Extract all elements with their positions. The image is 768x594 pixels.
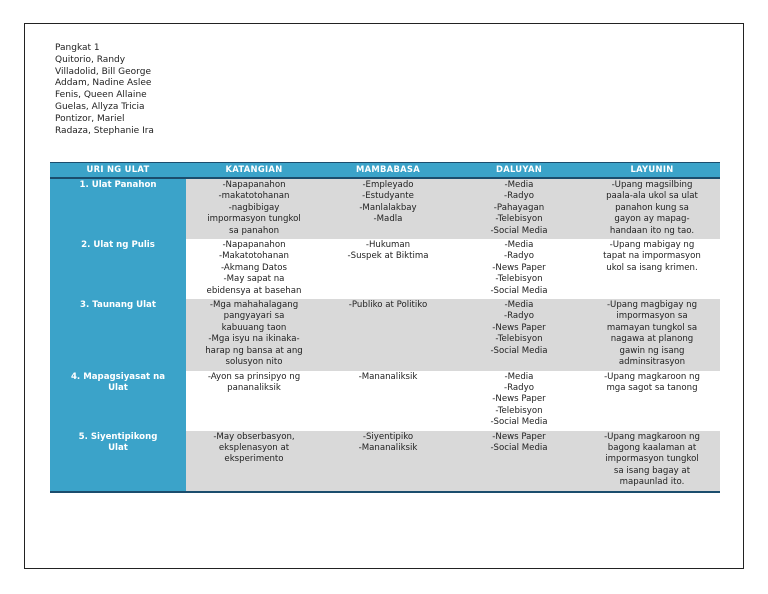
cell-mambabasa — [322, 178, 454, 239]
cell-line: -Mga isyu na ikinaka- — [208, 334, 300, 345]
cell-daluyan — [454, 431, 584, 492]
table-row — [50, 431, 720, 492]
cell-line: -Social Media — [490, 285, 548, 296]
cell-line: gayon ay mapag- — [614, 214, 690, 225]
group-members — [55, 43, 154, 137]
cell-line: eksperimento — [224, 454, 284, 465]
cell-line: -Ayon sa prinsipyo ng — [207, 371, 301, 382]
cell-line: eksplenasyon at — [218, 442, 290, 453]
cell-line: solusyon nito — [225, 357, 283, 368]
cell-line: -Upang mabigay ng — [609, 240, 695, 251]
cell-type — [50, 178, 186, 239]
cell-line: tapat na impormasyon — [603, 251, 701, 262]
cell-line: -Radyo — [504, 251, 534, 262]
cell-line: -Media — [504, 300, 534, 311]
cell-line: -Siyentipiko — [362, 431, 414, 442]
member-name: Radaza, Stephanie Ira — [55, 125, 154, 136]
document-page — [24, 23, 744, 569]
table-row — [50, 299, 720, 370]
cell-line: 1. Ulat Panahon — [79, 180, 157, 190]
cell-line: -nagbibigay — [228, 202, 280, 213]
cell-line: sa isang bagay at — [613, 465, 691, 476]
cell-line: -Madla — [373, 214, 403, 225]
cell-layunin — [584, 299, 720, 370]
cell-line: -Radyo — [504, 382, 534, 393]
cell-line: -Mga mahahalagang — [209, 300, 299, 311]
cell-line: -Hukuman — [365, 240, 411, 251]
cell-line: impormasyon tungkol — [207, 214, 301, 225]
table-row — [50, 371, 720, 431]
cell-line: mamayan tungkol sa — [606, 322, 698, 333]
member-name: Guelas, Allyza Tricia — [55, 101, 145, 112]
cell-line: -Telebisyon — [495, 334, 543, 345]
table-row — [50, 239, 720, 299]
cell-line: kabuuang taon — [221, 322, 287, 333]
cell-line: ukol sa isang krimen. — [606, 262, 698, 273]
member-name: Villadolid, Bill George — [55, 66, 151, 77]
cell-line: -Telebisyon — [495, 405, 543, 416]
cell-daluyan — [454, 178, 584, 239]
member-name: Pontizor, Mariel — [55, 113, 125, 124]
cell-type — [50, 299, 186, 370]
cell-katangian — [186, 371, 322, 431]
cell-line: harap ng bansa at ang — [205, 345, 303, 356]
header-uri: URI NG ULAT — [50, 163, 186, 179]
cell-line: -Upang magbigay ng — [606, 300, 698, 311]
cell-line: impormasyon sa — [616, 311, 688, 322]
cell-daluyan — [454, 239, 584, 299]
cell-katangian — [186, 299, 322, 370]
cell-line: -Mananaliksik — [358, 371, 418, 382]
cell-line: -Social Media — [490, 225, 548, 236]
cell-line: -Media — [504, 240, 534, 251]
cell-mambabasa — [322, 431, 454, 492]
cell-line: -Publiko at Politiko — [348, 300, 428, 311]
header-daluyan: DALUYAN — [454, 163, 584, 179]
table-row — [50, 178, 720, 239]
member-name: Quitorio, Randy — [55, 54, 126, 65]
cell-type — [50, 239, 186, 299]
group-title: Pangkat 1 — [55, 43, 100, 53]
header-katangian: KATANGIAN — [186, 163, 322, 179]
cell-line: -Social Media — [490, 442, 548, 453]
cell-line: -News Paper — [492, 262, 546, 273]
table-body — [50, 178, 720, 492]
cell-line: 5. Siyentipikong — [78, 431, 158, 442]
cell-line: -News Paper — [492, 394, 546, 405]
cell-layunin — [584, 239, 720, 299]
cell-line: handaan ito ng tao. — [609, 225, 695, 236]
cell-line: -Manlalakbay — [359, 202, 417, 213]
cell-line: -May obserbasyon, — [213, 431, 295, 442]
cell-line: Ulat — [108, 382, 128, 393]
cell-line: -Akmang Datos — [220, 262, 288, 273]
cell-type — [50, 371, 186, 431]
cell-line: -Telebisyon — [495, 274, 543, 285]
cell-layunin — [584, 371, 720, 431]
cell-line: -Social Media — [490, 417, 548, 428]
cell-line: adminsitrasyon — [618, 357, 686, 368]
cell-mambabasa — [322, 299, 454, 370]
cell-line: bagong kaalaman at — [607, 442, 697, 453]
cell-line: -Radyo — [504, 311, 534, 322]
cell-katangian — [186, 431, 322, 492]
cell-katangian — [186, 239, 322, 299]
cell-line: 3. Taunang Ulat — [80, 300, 156, 311]
header-layunin: LAYUNIN — [584, 163, 720, 179]
cell-line: -Upang magkaroon ng — [604, 431, 700, 442]
cell-line: -Napapanahon — [222, 240, 286, 251]
cell-line: pananaliksik — [227, 382, 281, 393]
cell-line: -Empleyado — [362, 180, 414, 190]
cell-type — [50, 431, 186, 492]
cell-daluyan — [454, 299, 584, 370]
cell-line: ebidensya at basehan — [206, 285, 302, 296]
cell-line: 2. Ulat ng Pulis — [81, 240, 155, 251]
cell-mambabasa — [322, 239, 454, 299]
cell-line: -Makatotohanan — [218, 251, 289, 262]
cell-line: -Telebisyon — [495, 214, 543, 225]
cell-line: -makatotohanan — [218, 191, 290, 202]
cell-line: sa panahon — [228, 225, 280, 236]
cell-line: mapaunlad ito. — [619, 477, 685, 488]
cell-line: gawin ng isang — [619, 345, 685, 356]
member-name: Addam, Nadine Aslee — [55, 78, 152, 89]
member-name: Fenis, Queen Allaine — [55, 90, 147, 101]
cell-layunin — [584, 431, 720, 492]
cell-line: -Media — [504, 180, 534, 190]
cell-line: -News Paper — [492, 322, 546, 333]
cell-line: -Pahayagan — [493, 202, 545, 213]
cell-katangian — [186, 178, 322, 239]
cell-line: -Media — [504, 371, 534, 382]
cell-line: -Napapanahon — [222, 180, 286, 190]
cell-line: -May sapat na — [223, 274, 285, 285]
cell-mambabasa — [322, 371, 454, 431]
cell-line: Ulat — [108, 442, 128, 453]
cell-line: pangyayari sa — [223, 311, 285, 322]
cell-line: -Suspek at Biktima — [347, 251, 429, 262]
cell-line: -Social Media — [490, 345, 548, 356]
cell-line: -News Paper — [492, 431, 546, 442]
table-header-row — [50, 163, 720, 179]
cell-line: -Upang magsilbing — [611, 180, 693, 190]
cell-line: -Mananaliksik — [358, 442, 418, 453]
cell-line: panahon kung sa — [615, 202, 689, 213]
cell-line: -Upang magkaroon ng — [604, 371, 700, 382]
cell-line: -Radyo — [504, 191, 534, 202]
cell-line: nagawa at planong — [610, 334, 694, 345]
cell-line: 4. Mapagsiyasat na — [70, 371, 166, 382]
cell-line: paala-ala ukol sa ulat — [606, 191, 698, 202]
header-mambabasa: MAMBABASA — [322, 163, 454, 179]
cell-layunin — [584, 178, 720, 239]
cell-line: impormasyon tungkol — [605, 454, 699, 465]
cell-daluyan — [454, 371, 584, 431]
cell-line: mga sagot sa tanong — [606, 382, 698, 393]
cell-line: -Estudyante — [362, 191, 414, 202]
report-types-table — [50, 162, 720, 493]
